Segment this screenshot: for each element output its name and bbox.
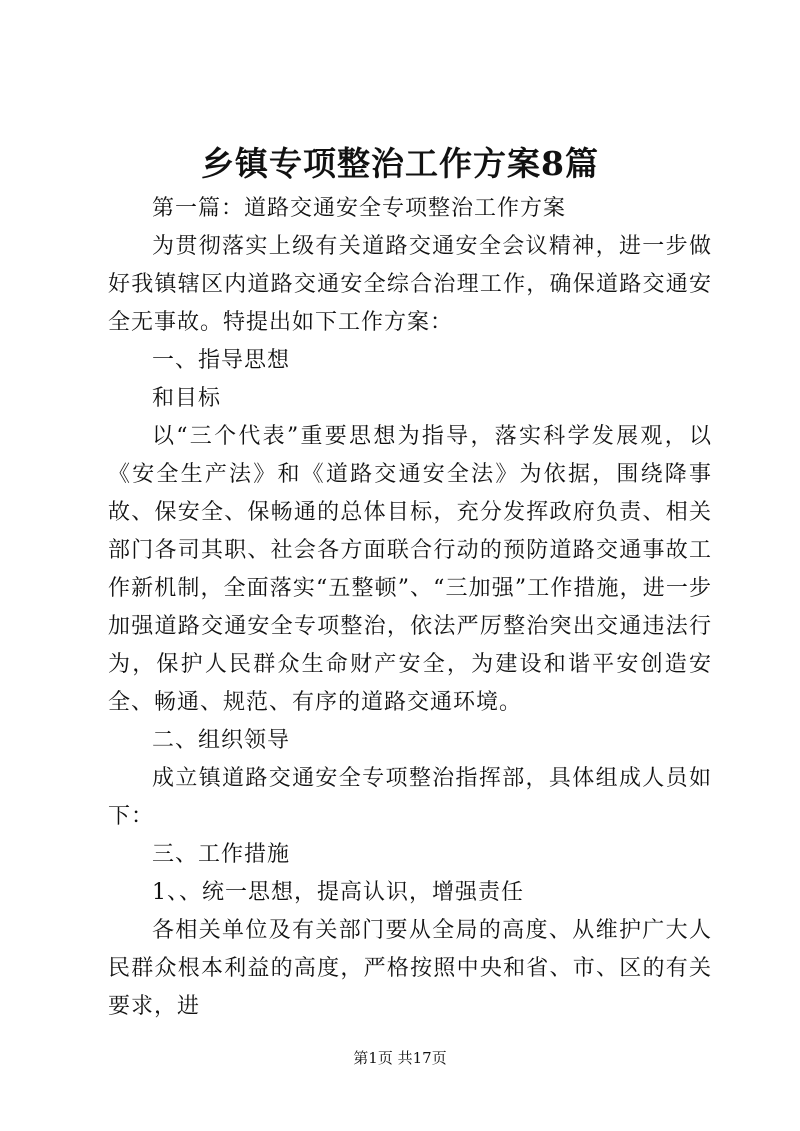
body-paragraph: 为贯彻落实上级有关道路交通安全会议精神，进一步做好我镇辖区内道路交通安全综合治理工作，确保道路交通安全无事故。特提出如下工作方案： (108, 234, 712, 335)
section-heading-measures: 三、工作措施 (152, 842, 291, 867)
section-heading-organization: 二、组织领导 (152, 728, 291, 753)
body-paragraph: 各相关单位及有关部门要从全局的高度、从维护广大人民群众根本利益的高度，严格按照中央和省、市、区的有关要求，进 (108, 918, 712, 1019)
section-heading-part-one: 第一篇：道路交通安全专项整治工作方案 (152, 196, 567, 221)
subsection-heading-unify-thinking: 1、、统一思想，提高认识，增强责任 (152, 880, 524, 905)
document-body (108, 190, 712, 1026)
body-paragraph: 成立镇道路交通安全专项整治指挥部，具体组成人员如下： (108, 766, 712, 829)
section-heading-goals: 和目标 (152, 386, 222, 411)
page-number-footer: 第1页 共17页 (353, 1049, 447, 1067)
document-title: 乡镇专项整治工作方案8篇 (201, 144, 599, 183)
section-heading-guiding-thought: 一、指导思想 (152, 348, 291, 373)
body-paragraph: 以“三个代表”重要思想为指导，落实科学发展观，以《安全生产法》和《道路交通安全法》为依据，围绕降事故、保安全、保畅通的总体目标，充分发挥政府负责、相关部门各司其职、社会各方面联合行动的预防道路交通事故工作新机制，全面落实“五整顿”、“三加强”工作措施，进一步加强道路交通安全专项整治，依法严厉整治突出交通违法行为，保护人民群众生命财产安全，为建设和谐平安创造安全、畅通、规范、有序的道路交通环境。 (108, 424, 712, 715)
